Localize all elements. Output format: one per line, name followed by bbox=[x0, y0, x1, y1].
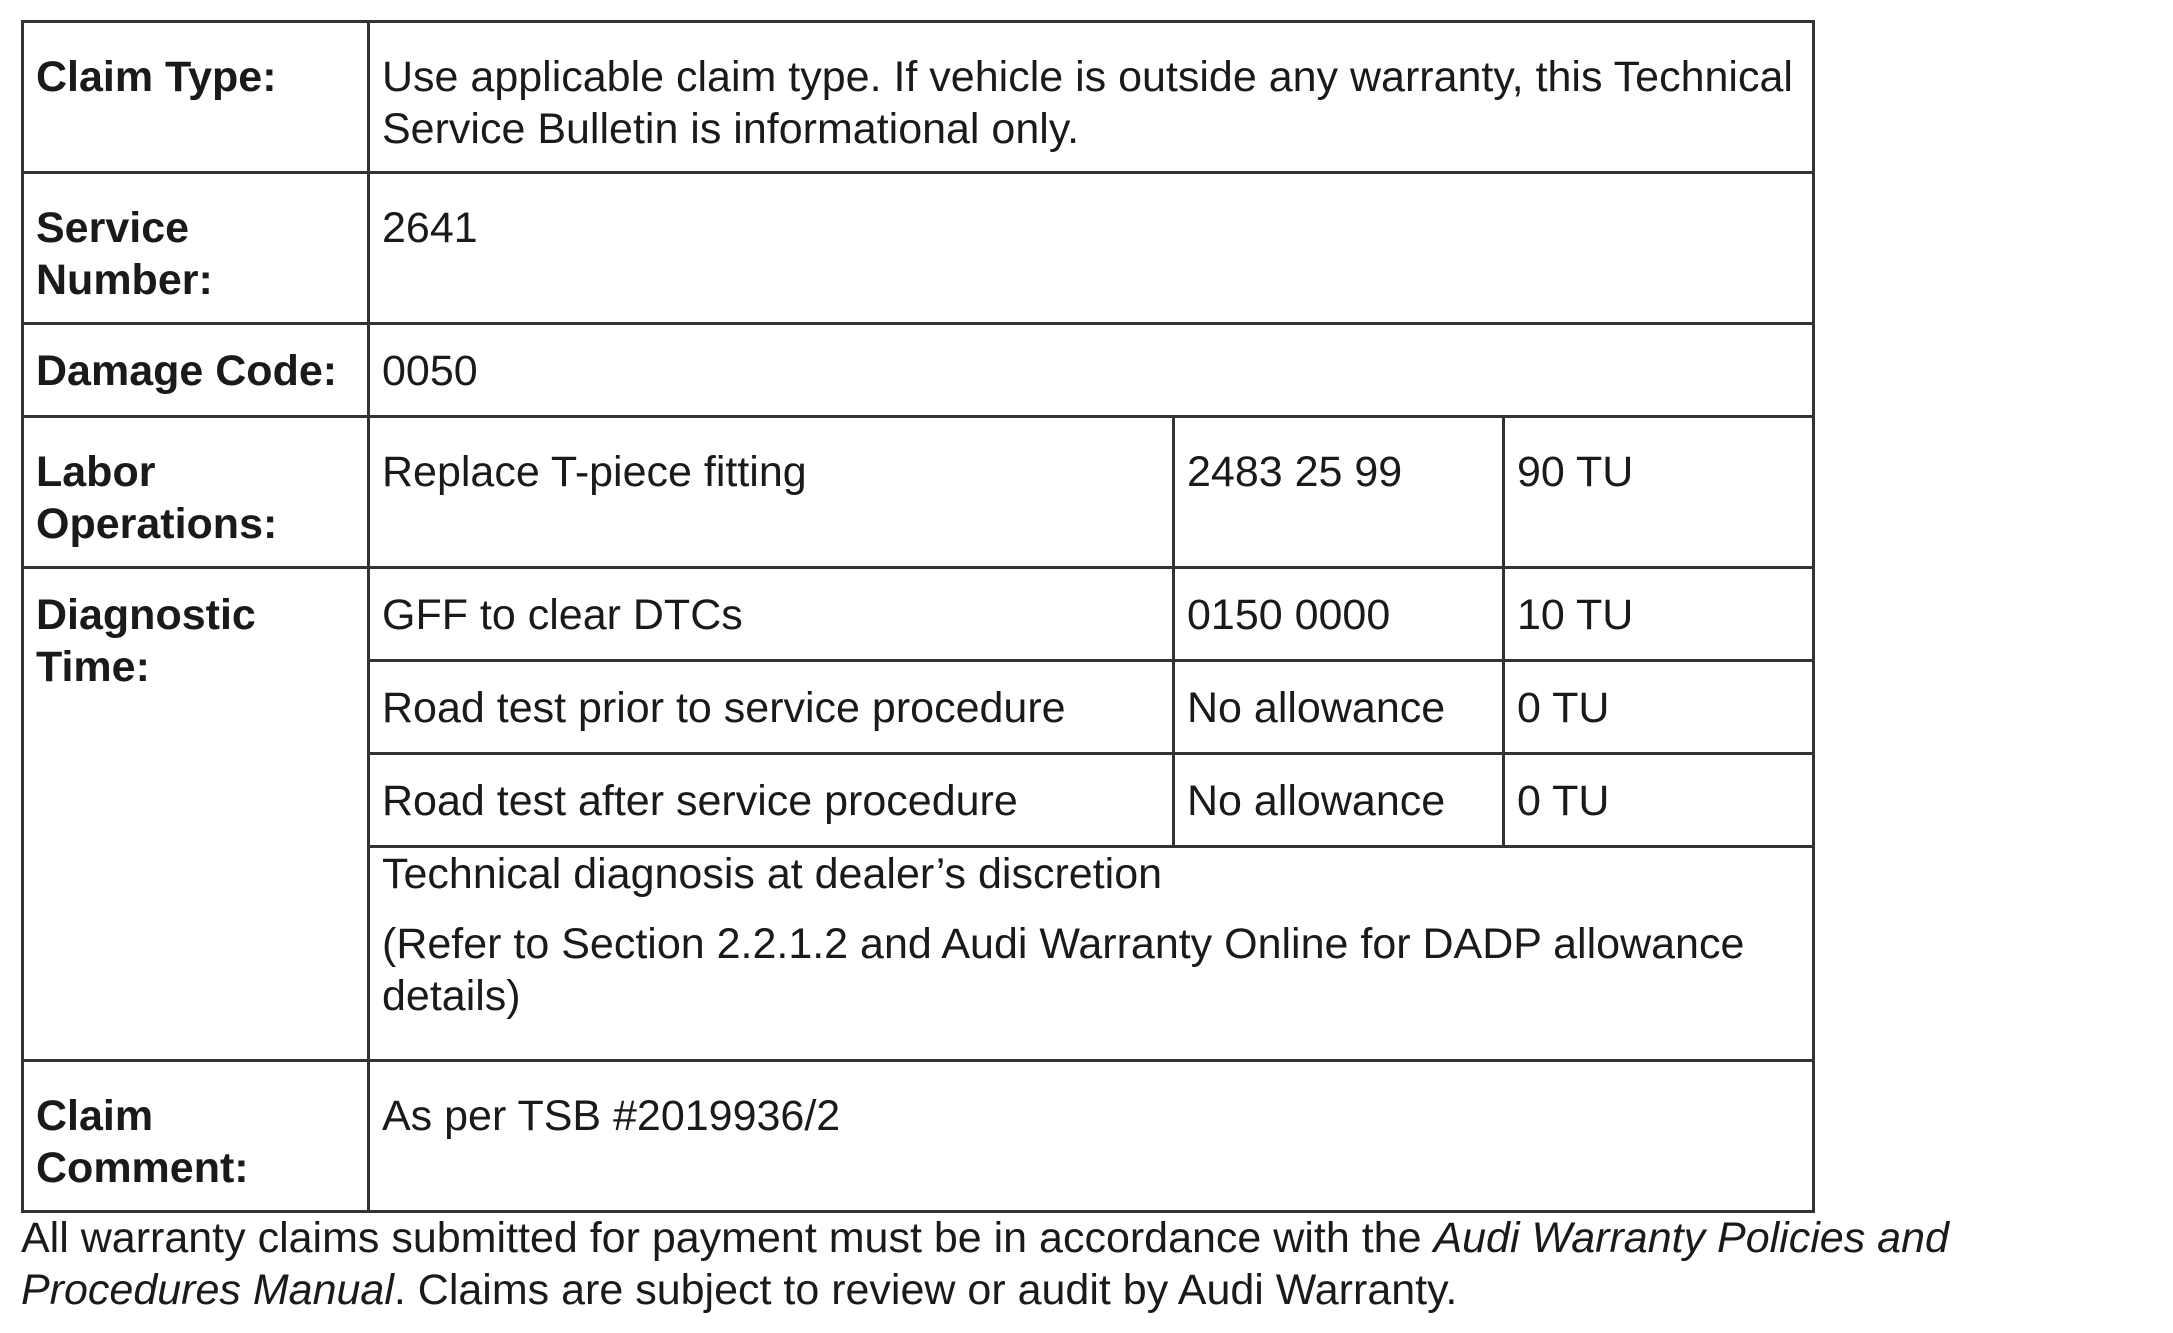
diagnostic-time-units: 10 TU bbox=[1504, 568, 1814, 661]
diagnostic-code: 0150 0000 bbox=[1174, 568, 1504, 661]
diagnostic-row bbox=[23, 568, 1814, 661]
damage-code-row bbox=[23, 324, 1814, 417]
footer-text-after: . Claims are subject to review or audit by Audi Warranty. bbox=[393, 1266, 1458, 1314]
service-number-row bbox=[23, 173, 1814, 324]
service-number-label: Service Number: bbox=[23, 173, 369, 324]
claim-type-row bbox=[23, 22, 1814, 173]
diagnostic-time-label: Diagnostic Time: bbox=[23, 568, 369, 1061]
diagnostic-time-units: 0 TU bbox=[1504, 754, 1814, 847]
diagnostic-code: No allowance bbox=[1174, 661, 1504, 754]
damage-code-label: Damage Code: bbox=[23, 324, 369, 417]
diagnostic-note-line1: Technical diagnosis at dealer’s discretion bbox=[382, 850, 1163, 898]
footer-text-before: All warranty claims submitted for payment must be in accordance with the bbox=[21, 1214, 1434, 1262]
warranty-claim-table bbox=[21, 20, 1815, 1213]
damage-code-value: 0050 bbox=[369, 324, 1814, 417]
claim-type-value: Use applicable claim type. If vehicle is outside any warranty, this Technical Service Bulletin is informational only. bbox=[369, 22, 1814, 173]
labor-operation-time: 90 TU bbox=[1504, 417, 1814, 568]
diagnostic-note-line2: (Refer to Section 2.2.1.2 and Audi Warranty Online for DADP allowance details) bbox=[382, 920, 1745, 1020]
claim-comment-value: As per TSB #2019936/2 bbox=[369, 1061, 1814, 1212]
diagnostic-description: Road test prior to service procedure bbox=[369, 661, 1174, 754]
diagnostic-note bbox=[369, 847, 1814, 1061]
service-number-value: 2641 bbox=[369, 173, 1814, 324]
diagnostic-code: No allowance bbox=[1174, 754, 1504, 847]
labor-operation-description: Replace T-piece fitting bbox=[369, 417, 1174, 568]
labor-operations-label: Labor Operations: bbox=[23, 417, 369, 568]
footer-manual-title: Audi Warranty Policies and Procedures Manual bbox=[21, 1214, 1949, 1314]
diagnostic-time-units: 0 TU bbox=[1504, 661, 1814, 754]
labor-operations-row bbox=[23, 417, 1814, 568]
labor-operation-code: 2483 25 99 bbox=[1174, 417, 1504, 568]
warranty-footer-note bbox=[21, 1212, 2161, 1316]
claim-type-label: Claim Type: bbox=[23, 22, 369, 173]
claim-comment-row bbox=[23, 1061, 1814, 1212]
claim-comment-label: Claim Comment: bbox=[23, 1061, 369, 1212]
diagnostic-description: GFF to clear DTCs bbox=[369, 568, 1174, 661]
diagnostic-description: Road test after service procedure bbox=[369, 754, 1174, 847]
